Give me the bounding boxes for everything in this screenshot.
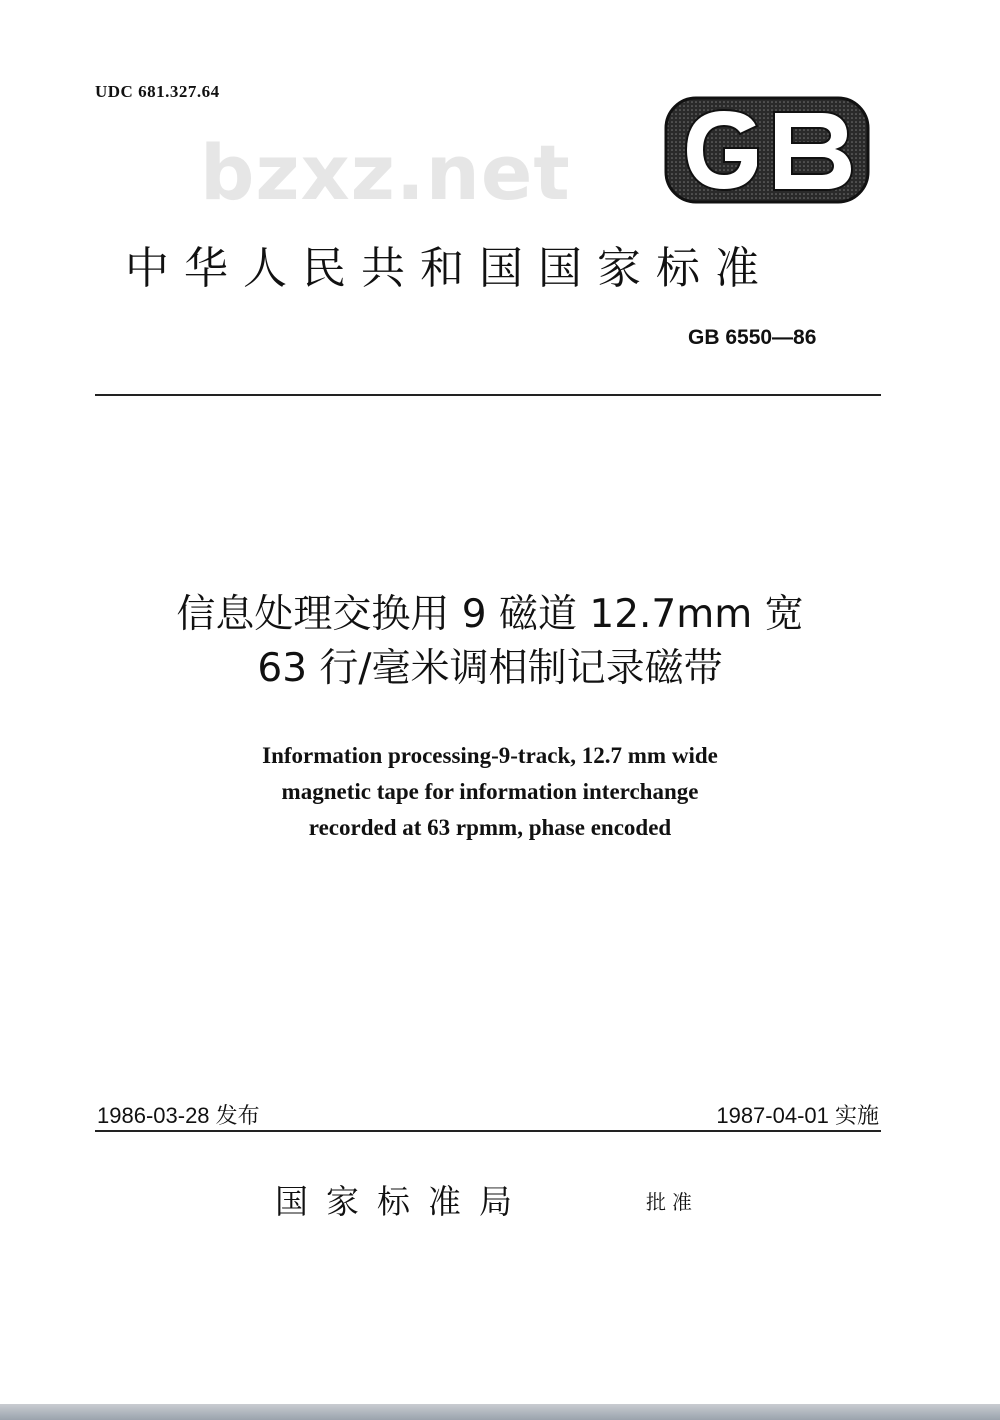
title-english-line-2: magnetic tape for information interchange: [281, 779, 699, 804]
title-english-line-3: recorded at 63 rpmm, phase encoded: [308, 815, 672, 840]
title-chinese-line-1: 信息处理交换用 9 磁道 12.7mm 宽: [176, 592, 804, 637]
footer-divider: [95, 1130, 881, 1132]
gb-logo-graphic: [662, 92, 872, 208]
page-bottom-edge: [0, 1404, 1000, 1420]
letter-b-shape: [774, 112, 852, 190]
watermark-text: bzxz.net: [200, 128, 571, 217]
gb-logo: [662, 92, 872, 208]
title-english-line-1: Information processing-9-track, 12.7 mm wide: [262, 743, 718, 768]
effective-date: 1987-04-01 实施: [716, 1103, 879, 1128]
title-chinese: [90, 588, 890, 696]
udc-code: UDC 681.327.64: [95, 82, 220, 101]
header-divider: [95, 394, 881, 396]
issuing-authority: 国家标准局: [275, 1182, 530, 1221]
country-standard-title: 中华人民共和国国家标准: [125, 243, 774, 294]
title-chinese-line-2: 63 行/毫米调相制记录磁带: [257, 646, 723, 691]
approval-label: 批准: [646, 1190, 698, 1214]
standard-number: GB 6550—86: [688, 326, 817, 349]
issue-date: 1986-03-28 发布: [97, 1103, 260, 1128]
title-english: [100, 738, 880, 846]
